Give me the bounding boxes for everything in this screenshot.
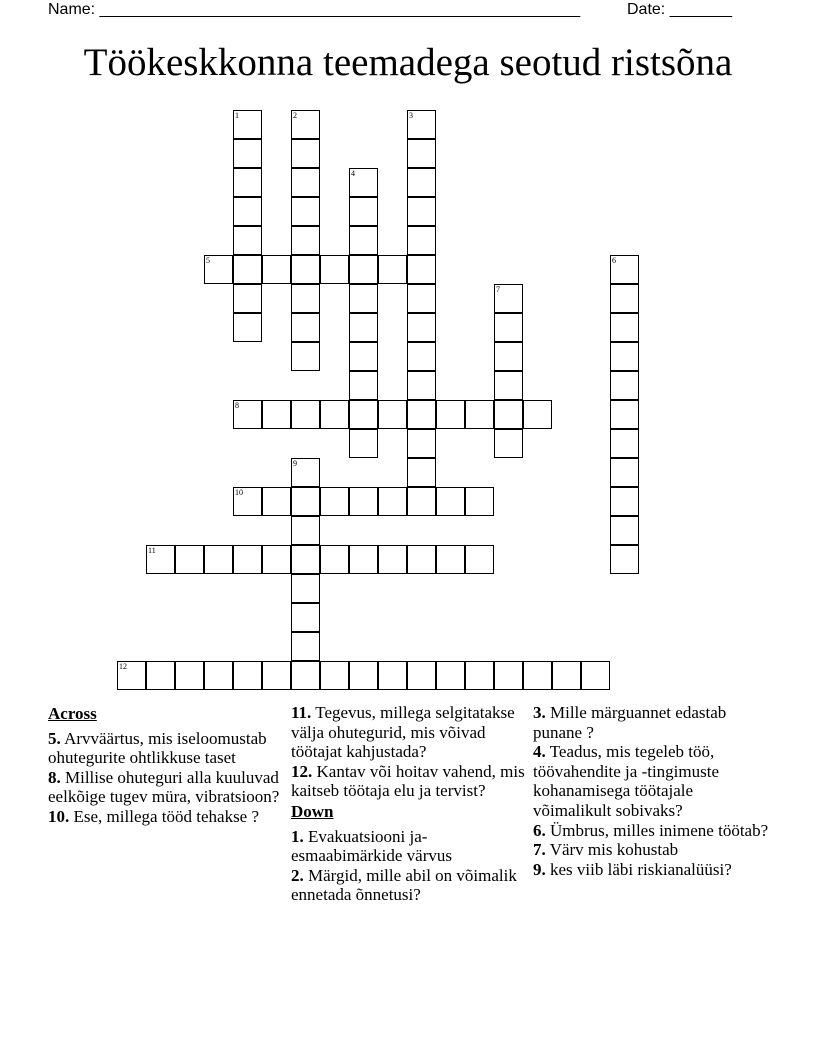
down-clue-7: [533, 840, 773, 860]
clues-column-1: [48, 703, 288, 827]
cell-number: 5: [206, 256, 210, 265]
across-clue-8: [48, 768, 288, 807]
name-field-label: Name: ______________________________________________________: [48, 1, 581, 18]
cell-number: 4: [351, 169, 355, 178]
crossword-cell[interactable]: [407, 458, 436, 487]
crossword-cell[interactable]: [291, 197, 320, 226]
crossword-cell[interactable]: [233, 139, 262, 168]
crossword-cell[interactable]: [494, 313, 523, 342]
crossword-cell[interactable]: [291, 284, 320, 313]
crossword-cell[interactable]: [494, 661, 523, 690]
crossword-cell[interactable]: [378, 545, 407, 574]
across-clue-5: [48, 729, 288, 768]
crossword-cell[interactable]: [349, 400, 378, 429]
crossword-cell[interactable]: [610, 255, 639, 284]
crossword-cell[interactable]: [233, 255, 262, 284]
clue-number: 2.: [291, 865, 304, 885]
crossword-cell[interactable]: [291, 516, 320, 545]
cell-number: 8: [235, 401, 239, 410]
crossword-cell[interactable]: [610, 487, 639, 516]
clue-text: Millise ohuteguri alla kuuluvad eelkõige tugev müra, vibratsioon?: [48, 767, 280, 807]
clue-text: Mille märguannet edastab punane ?: [533, 703, 727, 742]
clue-text: Arvväärtus, mis iseloomustab ohutegurite ohtlikkuse taset: [48, 728, 267, 768]
crossword-cell[interactable]: [233, 313, 262, 342]
crossword-cell[interactable]: [349, 661, 378, 690]
clue-text: kes viib läbi riskianalüüsi?: [550, 859, 732, 879]
clue-number: 9.: [533, 859, 546, 879]
crossword-cell[interactable]: [407, 487, 436, 516]
crossword-cell[interactable]: [378, 400, 407, 429]
crossword-cell[interactable]: [262, 661, 291, 690]
across-heading: Across: [48, 704, 97, 723]
clue-text: Ese, millega tööd tehakse ?: [73, 806, 260, 826]
crossword-cell[interactable]: [204, 255, 233, 284]
crossword-cell[interactable]: [262, 487, 291, 516]
crossword-cell[interactable]: [407, 661, 436, 690]
crossword-cell[interactable]: [378, 255, 407, 284]
clue-number: 4.: [533, 742, 546, 762]
clue-number: 6.: [533, 820, 546, 840]
crossword-cell[interactable]: [494, 371, 523, 400]
clue-number: 11.: [291, 703, 312, 722]
crossword-cell[interactable]: [204, 661, 233, 690]
across-clue-11: [291, 703, 531, 762]
crossword-cell[interactable]: [465, 487, 494, 516]
crossword-cell[interactable]: [233, 284, 262, 313]
crossword-cell[interactable]: [291, 110, 320, 139]
down-clue-1: [291, 827, 531, 866]
crossword-cell[interactable]: [291, 487, 320, 516]
cell-number: 11: [148, 546, 156, 555]
clue-text: Kantav või hoitav vahend, mis kaitseb töötaja elu ja tervist?: [291, 761, 525, 801]
crossword-cell[interactable]: [291, 603, 320, 632]
crossword-cell[interactable]: [407, 545, 436, 574]
clue-text: Värv mis kohustab: [549, 840, 679, 860]
crossword-cell[interactable]: [291, 226, 320, 255]
crossword-cell[interactable]: [407, 139, 436, 168]
crossword-cell[interactable]: [465, 400, 494, 429]
crossword-cell[interactable]: [436, 400, 465, 429]
crossword-cell[interactable]: [407, 429, 436, 458]
crossword-cell[interactable]: [262, 400, 291, 429]
clue-text: Evakuatsiooni ja-esmaabimärkide värvus: [291, 826, 452, 866]
crossword-cell[interactable]: [349, 487, 378, 516]
clue-text: Märgid, mille abil on võimalik ennetada õnnetusi?: [291, 865, 517, 905]
crossword-cell[interactable]: [610, 516, 639, 545]
crossword-cell[interactable]: [610, 313, 639, 342]
crossword-cell[interactable]: [349, 545, 378, 574]
crossword-cell[interactable]: [378, 487, 407, 516]
crossword-cell[interactable]: [378, 661, 407, 690]
crossword-cell[interactable]: [436, 661, 465, 690]
crossword-cell[interactable]: [320, 400, 349, 429]
crossword-cell[interactable]: [320, 661, 349, 690]
crossword-cell[interactable]: [436, 487, 465, 516]
crossword-cell[interactable]: [349, 371, 378, 400]
crossword-cell[interactable]: [175, 661, 204, 690]
clue-text: Tegevus, millega selgitatakse välja ohutegurid, mis võivad töötajat kahjustada?: [291, 703, 515, 762]
crossword-cell[interactable]: [610, 545, 639, 574]
crossword-cell[interactable]: [320, 255, 349, 284]
down-clue-2: [291, 866, 531, 905]
crossword-cell[interactable]: [233, 487, 262, 516]
crossword-cell[interactable]: [349, 197, 378, 226]
clue-number: 7.: [533, 840, 546, 860]
crossword-cell[interactable]: [407, 284, 436, 313]
crossword-cell[interactable]: [610, 400, 639, 429]
cell-number: 1: [235, 111, 239, 120]
crossword-cell[interactable]: [407, 110, 436, 139]
crossword-cell[interactable]: [262, 255, 291, 284]
crossword-cell[interactable]: [581, 661, 610, 690]
crossword-cell[interactable]: [262, 545, 291, 574]
crossword-cell[interactable]: [349, 226, 378, 255]
across-clue-12: [291, 762, 531, 801]
page-title: Töökeskkonna teemadega seotud ristsõna: [83, 41, 733, 84]
clue-number: 8.: [48, 767, 61, 787]
crossword-cell[interactable]: [523, 400, 552, 429]
date-field-label: Date: _______: [627, 1, 732, 18]
down-clue-4: [533, 742, 773, 820]
crossword-cell[interactable]: [233, 400, 262, 429]
crossword-cell[interactable]: [610, 284, 639, 313]
clue-text: Teadus, mis tegeleb töö, töövahendite ja -tingimuste kohanamisega töötajale võimalikult sobivaks?: [533, 742, 720, 820]
crossword-cell[interactable]: [494, 400, 523, 429]
crossword-cell[interactable]: [233, 226, 262, 255]
crossword-cell[interactable]: [465, 545, 494, 574]
crossword-cell[interactable]: [349, 313, 378, 342]
crossword-cell[interactable]: [291, 139, 320, 168]
crossword-cell[interactable]: [291, 168, 320, 197]
crossword-cell[interactable]: [233, 661, 262, 690]
clues-column-2: [291, 703, 531, 905]
crossword-cell[interactable]: [233, 545, 262, 574]
crossword-cell[interactable]: [146, 661, 175, 690]
crossword-cell[interactable]: [494, 284, 523, 313]
cell-number: 6: [612, 256, 616, 265]
crossword-cell[interactable]: [320, 545, 349, 574]
crossword-cell[interactable]: [494, 429, 523, 458]
crossword-cell[interactable]: [349, 284, 378, 313]
crossword-cell[interactable]: [349, 168, 378, 197]
crossword-cell[interactable]: [407, 197, 436, 226]
down-clue-3: [533, 703, 773, 742]
across-clue-10: [48, 807, 288, 827]
cell-number: 10: [235, 488, 243, 497]
crossword-cell[interactable]: [407, 371, 436, 400]
crossword-cell[interactable]: [291, 255, 320, 284]
crossword-cell[interactable]: [291, 342, 320, 371]
crossword-cell[interactable]: [494, 342, 523, 371]
crossword-cell[interactable]: [291, 574, 320, 603]
cell-number: 3: [409, 111, 413, 120]
down-heading: Down: [291, 801, 334, 821]
clue-number: 12.: [291, 761, 313, 781]
crossword-cell[interactable]: [291, 545, 320, 574]
crossword-cell[interactable]: [117, 661, 146, 690]
crossword-cell[interactable]: [436, 545, 465, 574]
crossword-cell[interactable]: [349, 255, 378, 284]
clue-number: 10.: [48, 806, 70, 826]
down-clue-6: [533, 821, 773, 841]
clue-text: Ümbrus, milles inimene töötab?: [550, 820, 769, 840]
cell-number: 7: [496, 285, 500, 294]
clue-number: 3.: [533, 703, 546, 722]
crossword-cell[interactable]: [320, 487, 349, 516]
cell-number: 9: [293, 459, 297, 468]
clues-column-3: [533, 703, 773, 879]
crossword-cell[interactable]: [610, 371, 639, 400]
crossword-cell[interactable]: [407, 168, 436, 197]
crossword-cell[interactable]: [233, 110, 262, 139]
crossword-cell[interactable]: [407, 400, 436, 429]
crossword-cell[interactable]: [291, 632, 320, 661]
crossword-cell[interactable]: [407, 255, 436, 284]
clue-number: 5.: [48, 728, 61, 748]
crossword-cell[interactable]: [233, 168, 262, 197]
crossword-cell[interactable]: [291, 661, 320, 690]
crossword-cell[interactable]: [349, 429, 378, 458]
crossword-cell[interactable]: [610, 342, 639, 371]
crossword-cell[interactable]: [465, 661, 494, 690]
crossword-cell[interactable]: [407, 342, 436, 371]
crossword-cell[interactable]: [552, 661, 581, 690]
crossword-cell[interactable]: [233, 197, 262, 226]
crossword-cell[interactable]: [523, 661, 552, 690]
crossword-cell[interactable]: [175, 545, 204, 574]
crossword-cell[interactable]: [407, 226, 436, 255]
cell-number: 2: [293, 111, 297, 120]
down-clue-9: [533, 860, 773, 880]
crossword-cell[interactable]: [349, 342, 378, 371]
crossword-cell[interactable]: [291, 313, 320, 342]
crossword-cell[interactable]: [291, 458, 320, 487]
cell-number: 12: [119, 662, 127, 671]
crossword-cell[interactable]: [291, 400, 320, 429]
crossword-cell[interactable]: [146, 545, 175, 574]
clue-number: 1.: [291, 826, 304, 846]
crossword-cell[interactable]: [204, 545, 233, 574]
crossword-cell[interactable]: [610, 429, 639, 458]
crossword-cell[interactable]: [610, 458, 639, 487]
crossword-cell[interactable]: [407, 313, 436, 342]
